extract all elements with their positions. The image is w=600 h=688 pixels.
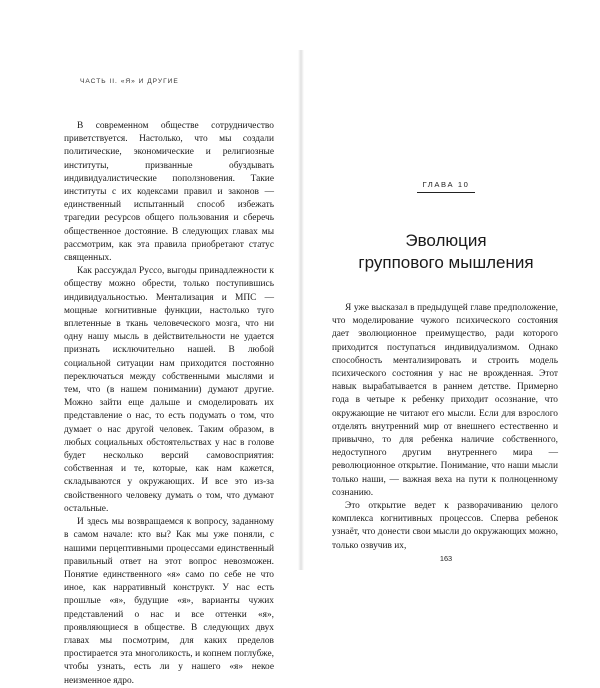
paragraph: Как рассуждал Руссо, выгоды принадлежности к обществу можно обрести, только поступившись индивидуальностью. Ментализация и МПС — мощные когнитивные функции, настолько туго вплетенные в ткань человеческого мозга, что ни одну нашу мысль в действительности не удается признать исключительно нашей. В любой социальной ситуации нам приходится постоянно переключаться между собственными мыслями и тем, что (в нашем понимании) думают другие. Можно зайти еще дальше и смоделировать их представление о нас, то есть подумать о том, что думает о нас другой человек. Таким образом, в любых социальных обстоятельствах у нас в голове будет несколько версий самовосприятия: собственная и те, которые, как нам кажется, складываются у окружающих. И все это из-за свойственного человеку думать о том, что думают остальные. <box>64 266 274 514</box>
paragraph: Это открытие ведет к разворачиванию целого комплекса когнитивных процессов. Сперва ребенок узнаёт, что донести свои мысли до окружающих можно, только озвучив их, <box>332 501 558 551</box>
paragraph: И здесь мы возвращаемся к вопросу, заданному в самом начале: кто вы? Как мы уже поняли, с нашими перцептивными процессами единственный правильный ответ на этот вопрос невозможен. Понятие единственного «я» само по себе не что иное, как нарративный конструкт. У нас есть прошлые «я», будущие «я», варианты чужих представлений о нас и все оттенки «я», проявляющиеся в обществе. В следующих двух главах мы посмотрим, для каких пределов простирается эта многоликость, и копнем поглубже, чтобы узнать, есть ли у нашего «я» некое неизменное ядро. <box>64 517 274 686</box>
right-page <box>302 50 590 570</box>
chapter-title <box>302 230 590 274</box>
chapter-title-line: группового мышления <box>358 253 534 272</box>
book-spread <box>12 50 590 686</box>
left-page-body <box>64 120 274 688</box>
paragraph: В современном обществе сотрудничество приветствуется. Настолько, что мы создали политические, экономические и религиозные институты, призванные обуздывать индивидуалистические поползновения. Такие институты с их кодексами правил и законов — единственный испытанный способ избежать трагедии ресурсов общего пользования и сберечь общественное достояние. В следующих главах мы рассмотрим, как эта правила приобретают статус священных. <box>64 121 274 264</box>
chapter-title-line: Эволюция <box>405 231 487 250</box>
chapter-label <box>302 180 590 193</box>
chapter-label-text: ГЛАВА 10 <box>417 180 476 193</box>
right-page-body <box>332 302 558 553</box>
paragraph: Я уже высказал в предыдущей главе предположение, что моделирование чужого психического состояния дает эволюционное преимущество, ради которого приходится поступаться индивидуализмом. Однако способность ментализировать и строить модель психического состояния у нас не врожденная. Этот навык вырабатывается в раннем детстве. Примерно года в четыре к ребенку приходит осознание, что окружающие не читают его мысли. Если для взрослого отделять внутренний мир от внешнего естественно и привычно, то для ребенка наличие собственного, недоступного другим внутреннего мира — революционное открытие. Понимание, что наши мысли только наши, — важная веха на пути к полноценному сознанию. <box>332 303 558 498</box>
page-number: 163 <box>439 554 453 563</box>
left-page <box>12 50 300 686</box>
running-head: ЧАСТЬ II. «Я» И ДРУГИЕ <box>80 78 179 85</box>
